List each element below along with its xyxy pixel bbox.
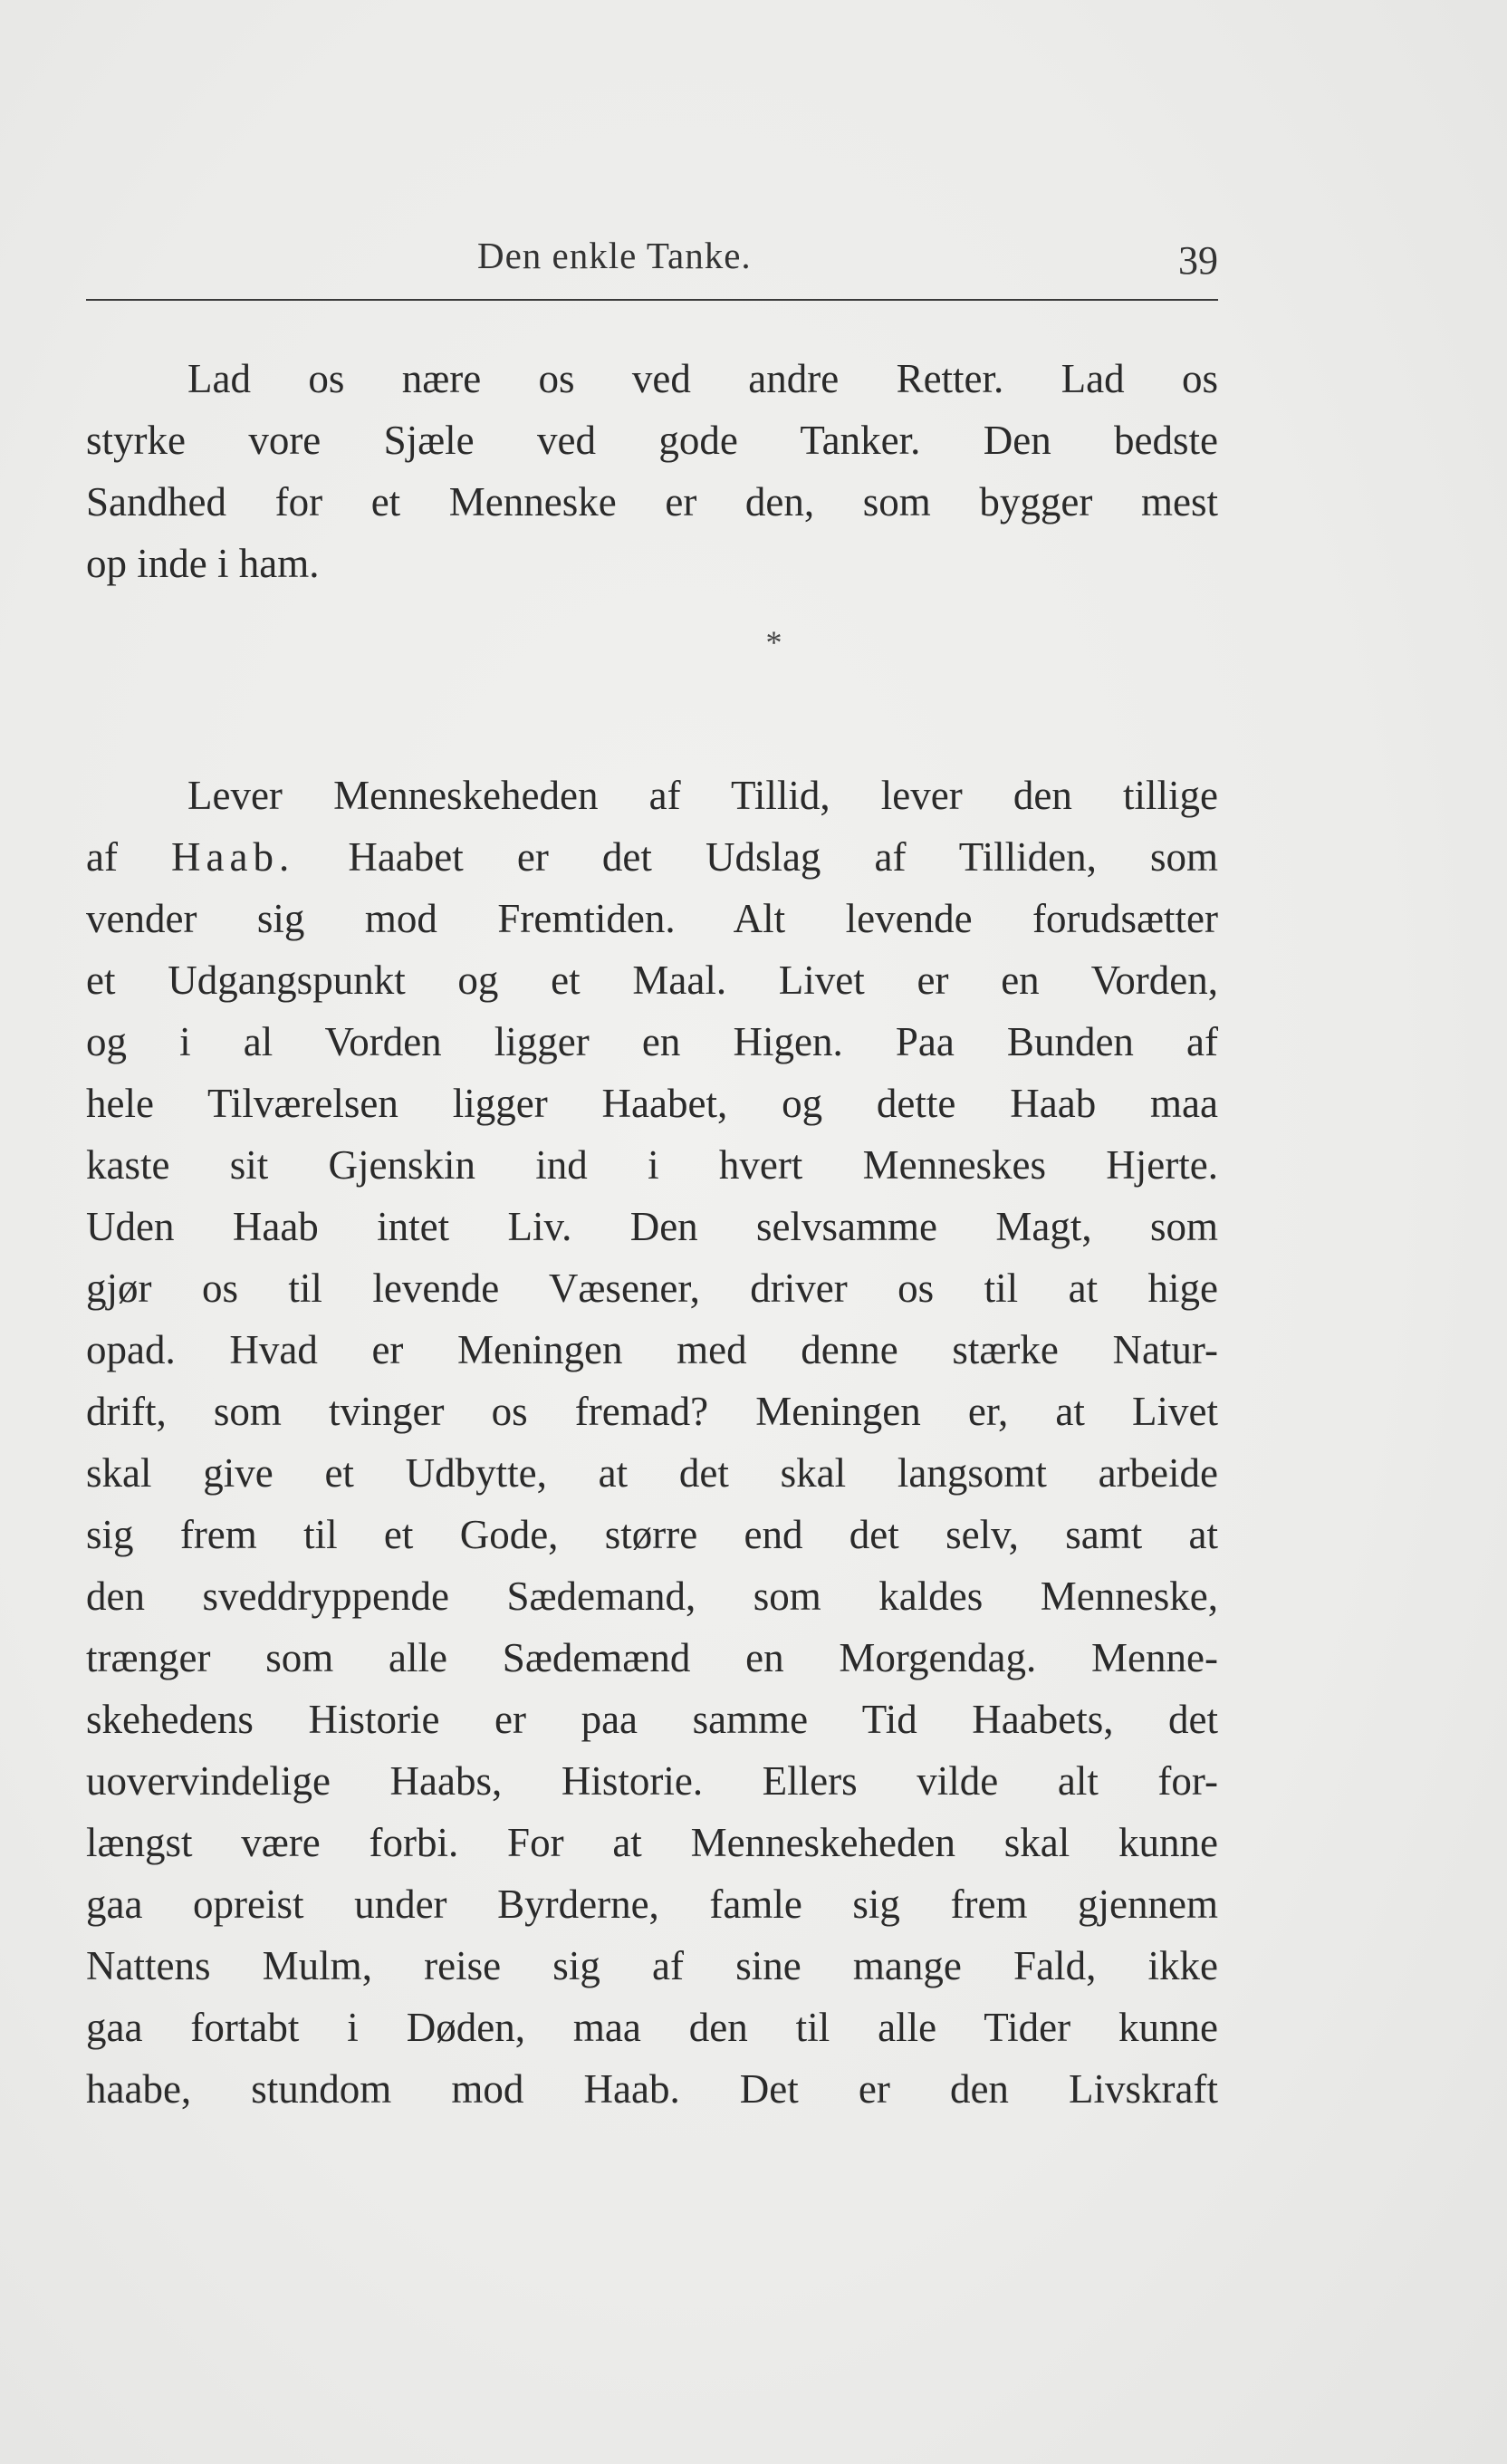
text-line: Sandhed for et Menneske er den, som bygger mest: [86, 479, 1218, 525]
text-fragment: af: [86, 834, 172, 880]
text-line: gaa opreist under Byrderne, famle sig frem gjennem: [86, 1882, 1218, 1927]
section-separator: *: [765, 624, 782, 660]
text-line: trænger som alle Sædemænd en Morgendag. Menne-: [86, 1635, 1218, 1680]
text-line: længst være forbi. For at Menneskeheden skal kunne: [86, 1820, 1218, 1865]
text-line: Lever Menneskeheden af Tillid, lever den tillige: [187, 773, 1218, 818]
text-line: uovervindelige Haabs, Historie. Ellers vilde alt for-: [86, 1758, 1218, 1804]
text-line: den sveddryppende Sædemand, som kaldes Menneske,: [86, 1574, 1218, 1619]
text-fragment: Haabet er det Udslag af Tilliden, som: [294, 834, 1218, 880]
paragraph-1: [86, 348, 1218, 594]
text-line: haabe, stundom mod Haab. Det er den Livskraft: [86, 2066, 1218, 2112]
text-line: og i al Vorden ligger en Higen. Paa Bunden af: [86, 1019, 1218, 1064]
text-line: styrke vore Sjæle ved gode Tanker. Den bedste: [86, 418, 1218, 463]
text-line: opad. Hvad er Meningen med denne stærke Natur-: [86, 1327, 1218, 1372]
text-line: skehedens Historie er paa samme Tid Haabets, det: [86, 1697, 1218, 1742]
running-head: [86, 234, 1218, 301]
text-line-emphasis: [86, 826, 1218, 888]
text-line: sig frem til et Gode, større end det selv, samt at: [86, 1512, 1218, 1557]
text-line: hele Tilværelsen ligger Haabet, og dette Haab maa: [86, 1081, 1218, 1126]
text-line: gjør os til levende Væsener, driver os til at hige: [86, 1266, 1218, 1311]
text-line: Nattens Mulm, reise sig af sine mange Fald, ikke: [86, 1943, 1218, 1988]
text-line: et Udgangspunkt og et Maal. Livet er en Vorden,: [86, 958, 1218, 1003]
running-head-title: Den enkle Tanke.: [477, 235, 752, 276]
text-line: kaste sit Gjenskin ind i hvert Menneskes Hjerte.: [86, 1142, 1218, 1188]
text-line: op inde i ham.: [86, 541, 320, 586]
text-line: Uden Haab intet Liv. Den selvsamme Magt, som: [86, 1204, 1218, 1249]
text-line: skal give et Udbytte, at det skal langsomt arbeide: [86, 1450, 1218, 1496]
page-number: 39: [1178, 238, 1218, 283]
text-line: vender sig mod Fremtiden. Alt levende forudsætter: [86, 896, 1218, 941]
spaced-emphasis: Haab.: [171, 834, 295, 880]
paragraph-2: [86, 765, 1218, 2120]
text-line: gaa fortabt i Døden, maa den til alle Tider kunne: [86, 2005, 1218, 2050]
text-line: Lad os nære os ved andre Retter. Lad os: [187, 356, 1218, 401]
text-line: drift, som tvinger os fremad? Meningen er, at Livet: [86, 1389, 1218, 1434]
